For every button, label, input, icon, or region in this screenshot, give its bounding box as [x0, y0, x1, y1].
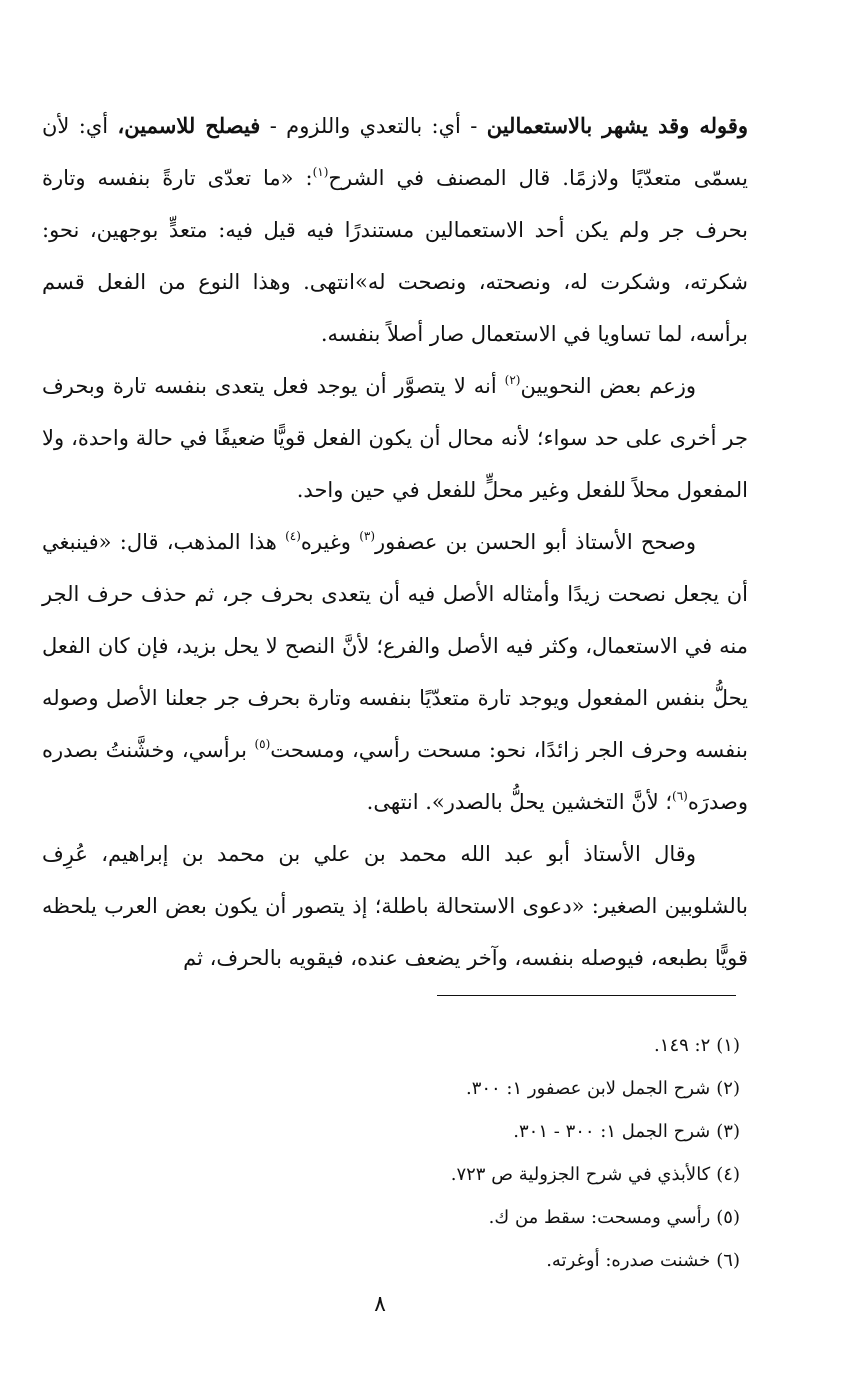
paragraph-2 [42, 360, 748, 516]
text-run: : «ما تعدّى تارةً بنفسه وتارة بحرف جر ولم يكن أحد الاستعمالين مستندرًا فيه قيل فيه: متعدٍّ بوجهين، نحو: شكرته، وشكرت له، ونصحته، ونصحت له»انتهى. وهذا النوع من الفعل قسم برأسه، لما تساويا في الاستعمال صار أصلاً بنفسه. [42, 166, 748, 346]
footnote-text: شرح الجمل ١: ٣٠٠ - ٣٠١. [513, 1121, 711, 1142]
text-run: أي: لأن يسمّى متعدّيًا ولازمًا. قال المصنف في الشرح [42, 114, 748, 190]
paragraph-3 [42, 516, 748, 828]
footnote-item [100, 1024, 740, 1067]
footnote-number: (١) [716, 1035, 740, 1056]
footnote-ref[interactable]: (١) [312, 165, 329, 179]
footnotes [100, 1024, 740, 1282]
main-text [42, 100, 748, 984]
footnote-text: شرح الجمل لابن عصفور ١: ٣٠٠. [465, 1078, 711, 1099]
footnote-ref[interactable]: (٥) [254, 737, 271, 751]
footnote-separator [437, 995, 736, 996]
footnote-ref[interactable]: (٦) [672, 789, 688, 803]
paragraph-1 [42, 100, 748, 360]
footnote-item [100, 1067, 740, 1110]
footnote-text: رأسي ومسحت: سقط من ك. [488, 1207, 711, 1228]
footnote-number: (٣) [716, 1121, 740, 1142]
text-run: ؛ لأنَّ التخشين يحلُّ بالصدر». انتهى. [366, 790, 673, 814]
paragraph-4 [42, 828, 748, 984]
footnote-ref[interactable]: (٢) [504, 373, 521, 387]
footnote-text: خشنت صدره: أوغرته. [546, 1250, 711, 1271]
text-run: أنه لا يتصوَّر أن يوجد فعل يتعدى بنفسه تارة وبحرف جر أخرى على حد سواء؛ لأنه محال أن يكون الفعل قويًّا ضعيفًا في حالة واحدة، ولا المفعول محلاً للفعل وغير محلٍّ للفعل في حين واحد. [42, 374, 748, 502]
footnote-ref[interactable]: (٤) [285, 529, 301, 543]
footnote-item [100, 1153, 740, 1196]
text-run: وصحح الأستاذ أبو الحسن بن عصفور [375, 530, 696, 554]
footnote-item [100, 1196, 740, 1239]
page-number: ٨ [374, 1292, 386, 1317]
text-run: وزعم بعض النحويين [520, 374, 696, 398]
footnote-item [100, 1239, 740, 1282]
footnote-ref[interactable]: (٣) [359, 529, 376, 543]
footnote-item [100, 1110, 740, 1153]
text-run: وغيره [300, 530, 360, 554]
bold-phrase: وقوله وقد يشهر بالاستعمالين [486, 113, 748, 138]
footnote-text: كالأبذي في شرح الجزولية ص ٧٢٣. [450, 1164, 711, 1185]
footnote-number: (٤) [716, 1164, 740, 1185]
footnote-number: (٥) [716, 1207, 740, 1228]
text-run: - أي: بالتعدي واللزوم - [260, 114, 487, 138]
text-run: وقال الأستاذ أبو عبد الله محمد بن علي بن محمد بن إبراهيم، عُرِف بالشلوبين الصغير: «دعوى الاستحالة باطلة؛ إذ يتصور أن يكون بعض العرب يلحظه قويًّا بطبعه، فيوصله بنفسه، وآخر يضعف عنده، فيقويه بالحرف، ثم [42, 842, 748, 970]
bold-phrase: فيصلح للاسمين، [117, 113, 261, 138]
text-run: برأسي، وخشَّنتُ بصدره وصدرَه [42, 738, 748, 814]
footnote-number: (٦) [716, 1250, 740, 1271]
footnote-text: ٢: ١٤٩. [654, 1035, 711, 1056]
text-run: هذا المذهب، قال: «فينبغي أن يجعل نصحت زيدًا وأمثاله الأصل فيه أن يتعدى بحرف جر، ثم حذف حرف الجر منه في الاستعمال، وكثر فيه الأصل والفرع؛ لأنَّ النصح لا يحل بزيد، فإن كان الفعل يحلُّ بنفس المفعول ويوجد تارة متعدّيًا بنفسه وتارة بحرف جر جعلنا الأصل وصوله بنفسه وحرف الجر زائدًا، نحو: مسحت رأسي، ومسحت [42, 530, 748, 762]
footnote-number: (٢) [716, 1078, 740, 1099]
